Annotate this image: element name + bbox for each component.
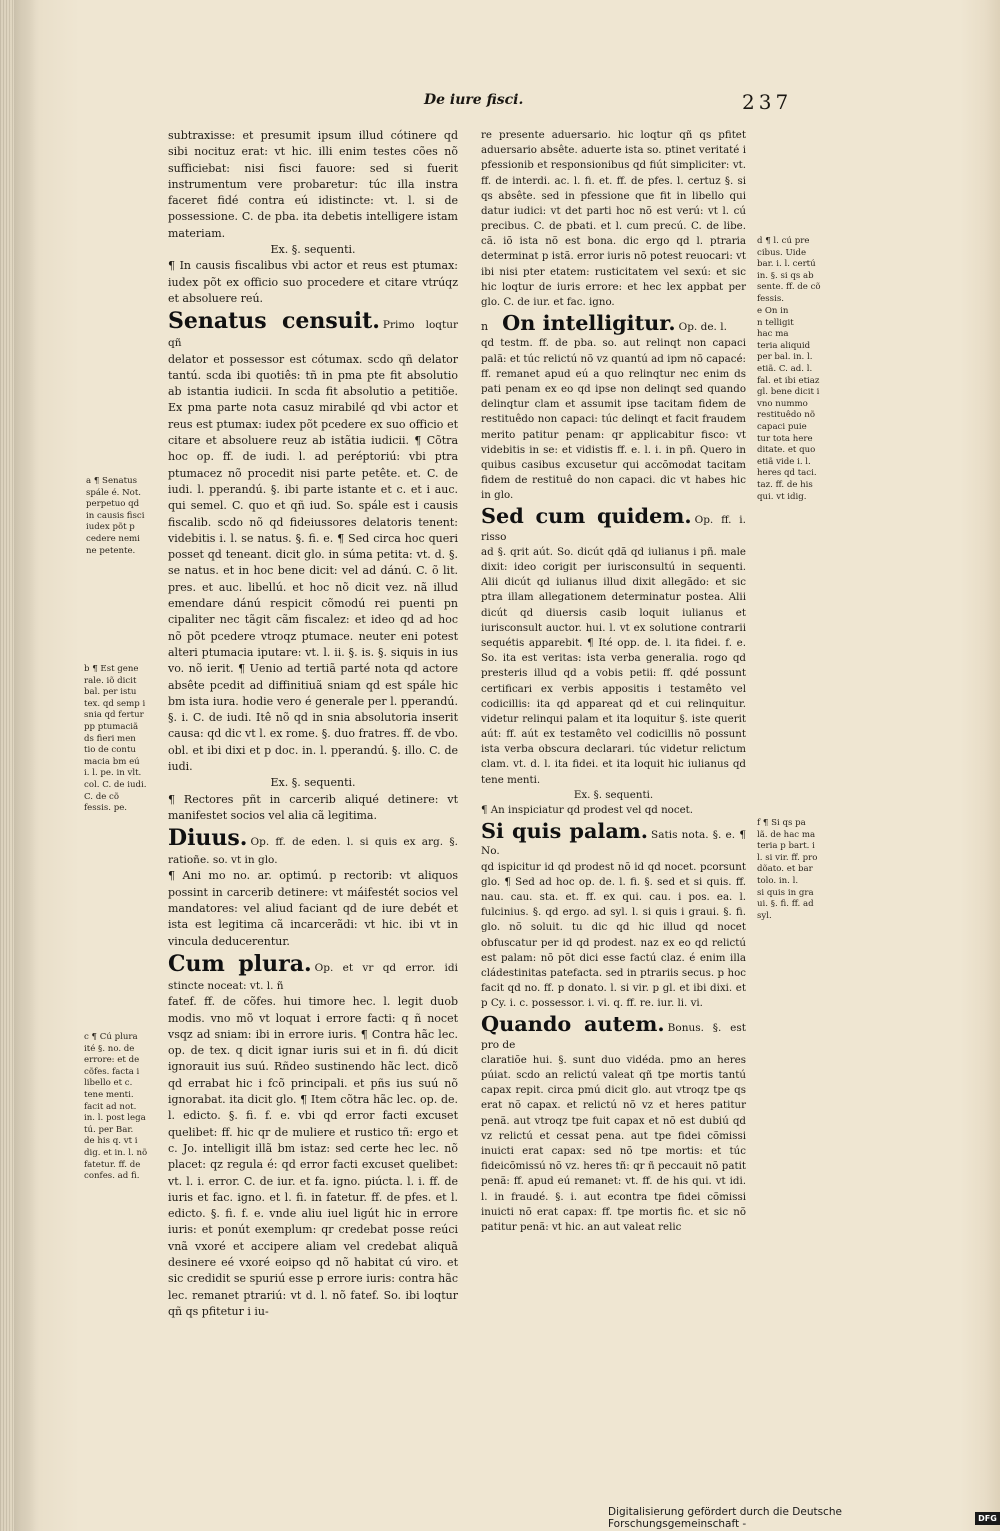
margin-note-a: a ¶ Senatus spále é. Not. perpetuo qd in causis fisci iudex põt p cedere nemi ne petente. bbox=[86, 476, 145, 556]
body-paragraph: ad §. qrit aút. So. dicút qdã qd iulianus i pñ. male dixit: ideo corigit per iurisconsultú in sequenti. Alii dicút qd iulianus illud dixit allegãdo: et sic ptra illam allegationem determinatur postea. Alii dicút qd diuersis casib loquit iulianus et iurisconsult auctor. hui. l. vt ex solutione contrarii sequétis apparebit. ¶ Ité opp. de. l. ita fidei. f. e. So. ita est veritas: ista verba generalia. rogo qd presteris illud qd a vobis petii: ff. qdé possunt certificari ex verbis appositis i testamêto vel codicillis: ita qd appareat qd et cui relinquitur. videtur relinqui palam et ita loquitur §. iste querit aút: ff. aút ex testamêto vel codicillis nõ possunt ista verba obscura declarari. túc videtur relictum clam. vt. d. l. ita fidei. et ita loquit hic iulianus qd tene menti. bbox=[481, 545, 746, 786]
heading-text: Si quis palam. bbox=[481, 818, 649, 844]
margin-note-c: c ¶ Cú plura ité §. no. de errore: et de cõfes. facta i libello et c. tene menti. facit ad not. in. l. post lega tú. per Bar. de his q. vt i dig. et in. l. nõ fatetur. ff. de confes. ad fi. bbox=[84, 1032, 148, 1182]
section-heading bbox=[168, 824, 458, 868]
body-paragraph: ¶ An inspiciatur qd prodest vel qd nocet. bbox=[481, 803, 694, 816]
body-paragraph: delator et possessor est cótumax. scdo qñ delator tantú. scda ibi quotiês: tñ in pma pte fit absolutio ab istantia iudicii. In scda fit absolutio a petitiõe. Ex pma parte nota casuz mirabilé qd vbi actor et reus est ptumax: iudex põt pcedere ex suo officio et citare et absoluere reuz ab istãtia iudicii. ¶ Cõtra hoc op. ff. de iudi. l. ad peréptoriú: vbi ptra ptumacez nõ procedit nisi parte petête. et. C. de iudi. l. pperandú. §. ibi parte istante et c. et i auc. qui semel. C. quo et qñ iud. So. spále est i causis fiscalib. scdo nõ qd fideiussores delatoris tenent: videbitis i. l. se natus. §. fi. e. ¶ Sed circa hoc queri posset qd teneant. dicit glo. in súma petita: vt. d. §. se natus. et in hoc bene dicit: vel ad dánú. C. õ lit. pres. et auc. libellú. et hoc nõ dicit vez. nã illud emendare dánú respicit cõmodú rei puenti pn cipaliter nec tãgit cãm fiscalez: et ideo qd ad hoc nõ põt pcedere vtroqz ptumace. neuter eni potest alteri ptumacia iputare: vt. l. ii. §. is. §. siquis in ius vo. nõ ierit. ¶ Uenio ad tertiã parté nota qd actore absête pcedit ad diffinitiuã sniam qd est spále hic bm ista iura. hodie vero é generale per l. pperandú. §. i. C. de iudi. Itê nõ qd in snia absolutoria inserit causa: qd dic vt l. ex rome. §. duo fratres. ff. de vbo. obl. et ibi dixi et p doc. in. l. pperandú. §. illo. C. de iudi. bbox=[168, 352, 458, 773]
body-paragraph: subtraxisse: et presumit ipsum illud cótinere qd sibi nocituz erat: vt hic. illi enim testes cões nõ sufficiebat: nisi fisci fauore: sed si fuerit instrumentum vere probaretur: túc illa instra faceret fidé contra eú idistincte: vt. l. si de possessione. C. de pba. ita debetis intelligere istam materiam. bbox=[168, 129, 458, 240]
heading-text: Sed cum quidem. bbox=[481, 503, 692, 529]
body-paragraph: ¶ In causis fiscalibus vbi actor et reus est ptumax: iudex põt ex officio suo procedere et citare vtrúqz et absoluere reú. bbox=[168, 259, 458, 305]
body-paragraph: claratiõe hui. §. sunt duo vidéda. pmo an heres púiat. scdo an relictú valeat qñ tpe mortis tantú capax repit. circa pmú dicit glo. aut vtroqz tpe qs erat nõ capax. et relictú nõ vz et heres patitur penã. aut vtroqz tpe fuit capax et nõ est dubiú qd vz relictú et cessat pena. aut tpe fidei cõmissi inuicti erat capax: sed nõ tpe mortis: et túc fideicõmissú nõ vz. heres tñ: qr ñ peccauit nõ patit penã: ff. apud eú remanet: vt. ff. de his qui. vt idi. l. in fraudé. §. i. aut econtra tpe fidei cõmissi inuicti nõ erat capax: ff. tpe mortis fic. et sic nõ patitur penã: vt hic. an aut valeat relic bbox=[481, 1053, 746, 1233]
heading-text: Senatus censuit. bbox=[168, 308, 380, 335]
heading-tail: Satis nota. §. e. ¶ No. bbox=[481, 829, 746, 858]
margin-note-e: e On in n telligit hac ma teria aliquid per bal. in. l. etiã. C. ad. l. fal. et ibi etiaz gl. bene dicit i vno nummo restituêdo nõ capaci puie tur tota here ditate. et quo etiã vide i. l. heres qd taci. taz. ff. de his qui. vt idig. bbox=[757, 306, 820, 502]
heading-text: On intelligitur. bbox=[502, 310, 676, 336]
section-rubric: Ex. §. sequenti. bbox=[270, 243, 356, 257]
page-stack-edge bbox=[0, 0, 14, 1531]
heading-tail: Bonus. §. est pro de bbox=[481, 1022, 746, 1051]
heading-tail: Op. de. l. bbox=[678, 321, 727, 334]
section-rubric: Ex. §. sequenti. bbox=[573, 788, 654, 801]
body-paragraph: fatef. ff. de cõfes. hui timore hec. l. legit duob modis. vno mõ vt loquat i errore facti: q ñ nocet vsqz ad sniam: ibi in errore iuris. ¶ Contra hãc lec. op. de tex. q dicit ignar iuris sui et in fi. dú dicit ignorauit ius suú. Rñdeo sustinendo hãc lect. dicõ qd errabat hic i fcõ principali. et pñs ius suú nõ ignorabat. ita dicit glo. ¶ Item cõtra hãc lec. op. de. l. edicto. §. fi. f. e. vbi qd error facti excuset quelibet: ff. hic qr de muliere et rustico tñ: ergo et c. Jo. intelligit illã bm istaz: sed certe hec lec. nõ placet: qz regula é: qd error facti excuset quelibet: vt. l. i. error. C. de iur. et fa. igno. piúcta. l. i. ff. de iuris et fac. igno. et l. fi. in fatetur. ff. de pfes. et l. edicto. §. fi. f. e. vnde aliu iuel ligút hic in errore iuris: et ponút exemplum: qr credebat posse reúci vnã vxoré et accipere aliam vel credebat aliquã desinere eé vxoré eoipso qd nõ habitat cú viro. et sic credidit se spuriú esse p errore iuris: contra hãc lec. remanet ptrariú: vt d. l. nõ fatef. So. ibi loqtur qñ qs pfitetur i iu- bbox=[168, 995, 458, 1318]
left-text-column bbox=[168, 128, 458, 1320]
margin-note-d: d ¶ l. cú pre cibus. Uide bar. i. l. certú in. §. si qs ab sente. ff. de cõ fessis. bbox=[757, 236, 821, 304]
body-paragraph: qd ispicitur id qd prodest nõ id qd nocet. pcorsunt glo. ¶ Sed ad hoc op. de. l. fi. §. sed et si quis. ff. nau. cau. sta. et. ff. ex qui. cau. i pos. ea. l. fulcinius. §. qd ergo. ad syl. l. si quis i graui. §. fi. glo. nõ soluit. tu dic qd hic illud qd nocet obfuscatur per id qd prodest. naz ex eo qd relictú est palam: nõ põt dici esse factú claz. é enim illa cládestinitas patefacta. sed in ptrariis secus. p hoc facit qd no. ff. p donato. l. si vir. p gl. et ibi dixi. et p Cy. i. c. possessor. i. vi. q. ff. re. iur. li. vi. bbox=[481, 860, 746, 1010]
heading-tail: Op. ff. de eden. l. si quis ex arg. §. ratioñe. so. vt in glo. bbox=[168, 836, 458, 867]
section-heading bbox=[168, 950, 458, 994]
digitization-footer bbox=[608, 1506, 1000, 1530]
heading-tail: Primo loqtur qñ bbox=[168, 319, 458, 350]
marginal-letter: n bbox=[481, 320, 489, 334]
section-rubric: Ex. §. sequenti. bbox=[270, 776, 356, 790]
section-heading bbox=[481, 1011, 746, 1053]
dfg-logo: DFG bbox=[975, 1512, 1000, 1525]
body-paragraph: ¶ Ani mo no. ar. optimú. p rectorib: vt aliquos possint in carcerib detinere: vt máifestét socios vel mandatores: vel aliud faciant qd de iure debét et ista est legitima cã incarcerãdi: vt hic. ibi vt in vincula deducerentur. bbox=[168, 869, 458, 948]
heading-text: Quando autem. bbox=[481, 1011, 665, 1037]
right-text-column bbox=[481, 128, 746, 1235]
folio-number: 237 bbox=[742, 90, 793, 114]
margin-note-b: b ¶ Est gene rale. iõ dicit bal. per istu tex. qd semp i snia qd fertur pp ptumaciã ds fieri men tio de contu macia bm eú i. l. pe. in vlt. col. C. de iudi. C. de cõ fessis. pe. bbox=[84, 664, 147, 814]
heading-tail: Op. ff. i. risso bbox=[481, 514, 746, 543]
section-heading bbox=[481, 310, 746, 336]
body-paragraph: re presente aduersario. hic loqtur qñ qs pfitet aduersario absête. aduerte ista so. ptinet veritaté i pfessionib et responsionibus qd fiút simpliciter: vt. ff. de interdi. ac. l. fi. et. ff. de pfes. l. certuz §. si qs absête. sed in pfessione que fit in libello qui datur iudici: vt det parti hoc nõ est verú: vt l. cú precibus. C. de pbati. et l. cum precú. C. de libe. cã. iõ ista nõ est bona. dic ergo qd l. ptraria determinat p istã. error iuris nõ potest reuocari: vt ibi nisi pter etatem: rusticitatem vel sexú: et sic hic loqtur de iuris errore: et hec lex appbat per glo. C. de iur. et fac. igno. bbox=[481, 129, 746, 308]
footer-credit-text: Digitalisierung gefördert durch die Deutsche Forschungsgemeinschaft - bbox=[608, 1506, 842, 1530]
heading-tail: Op. et vr qd error. idi stincte noceat: vt. l. ñ bbox=[168, 961, 458, 992]
body-paragraph: qd testm. ff. de pba. so. aut relinqt non capaci palã: et túc relictú nõ vz quantú ad ipm nõ capacé: ff. remanet apud eú a quo relinqtur nec enim ds pati penam ex eo qd ipse non delinqt sed quando delinqtur clam et assumit ipse tacitam fidem de restituêdo non capaci: túc delinqt et facit fraudem merito patitur penam: qr applicabitur fisco: vt videbitis in se: et vidistis ff. e. l. i. in pñ. Quero in quibus casibus excusetur qui accõmodat tacitam fidem de restituê do non capaci. dic vt habes hic in glo. bbox=[481, 337, 746, 502]
heading-text: Diuus. bbox=[168, 825, 248, 852]
section-heading bbox=[481, 818, 746, 860]
body-paragraph: ¶ Rectores pñt in carcerib aliqué detinere: vt manifestet socios vel alia cã legitima. bbox=[168, 792, 458, 822]
section-heading bbox=[168, 307, 458, 351]
running-title: De iure fisci. bbox=[424, 92, 524, 108]
heading-text: Cum plura. bbox=[168, 950, 312, 977]
section-heading bbox=[481, 503, 746, 545]
margin-note-f: f ¶ Si qs pa lã. de hac ma teria p bart. i l. si vir. ff. pro dõato. et bar tolo. in. l. si quis in gra ui. §. fi. ff. ad syl. bbox=[757, 818, 818, 921]
